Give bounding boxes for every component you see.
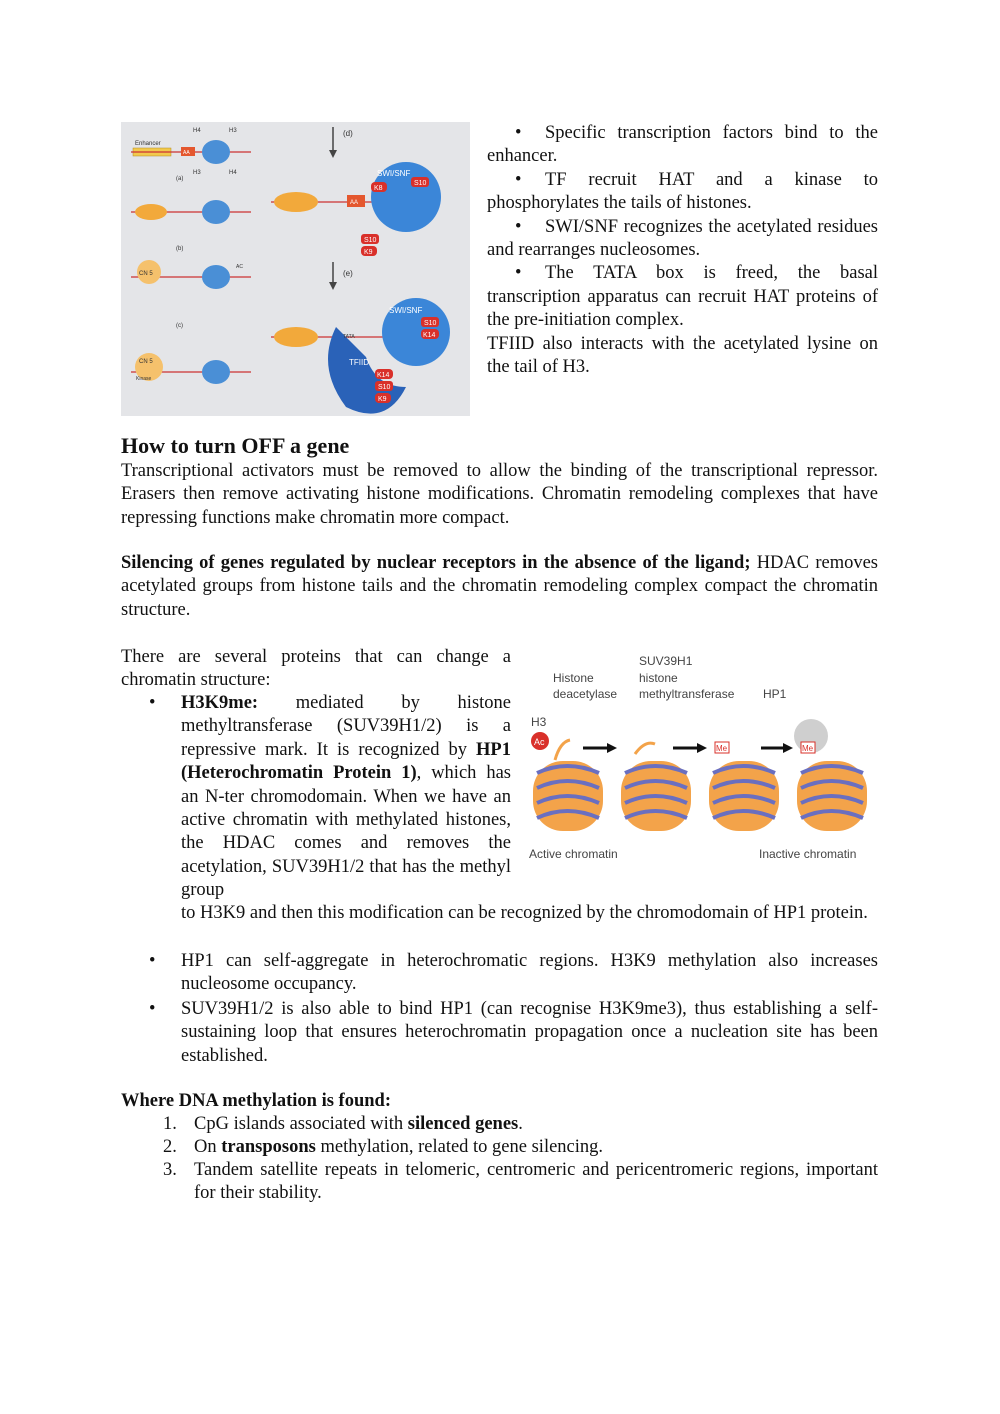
silencing-paragraph: Silencing of genes regulated by nuclear receptors in the absence of the ligand; HDAC removes acetylated groups from histone tails and the chromatin remodeling complex compact the chromatin structure. (121, 553, 878, 620)
list-item: • The TATA box is freed, the basal transcription apparatus can recruit HAT proteins of the pre-initiation complex. (487, 263, 878, 331)
tfiid-paragraph: TFIID also interacts with the acetylated lysine on the tail of H3. (487, 333, 878, 378)
svg-text:TATA: TATA (343, 334, 355, 340)
list-item: • Specific transcription factors bind to the enhancer. (487, 123, 878, 167)
svg-text:S10: S10 (378, 384, 391, 391)
list-item: 3. Tandem satellite repeats in telomeric, centromeric and pericentromeric regions, important for their stability. (163, 1160, 878, 1204)
list-item: 1. CpG islands associated with silenced genes. (163, 1114, 523, 1134)
svg-text:K8: K8 (374, 185, 383, 192)
list-item: 2. On transposons methylation, related to gene silencing. (163, 1137, 604, 1157)
svg-text:S10: S10 (364, 237, 377, 244)
list-item: • SWI/SNF recognizes the acetylated residues and rearranges nucleosomes. (487, 216, 878, 261)
section-heading-turn-off: How to turn OFF a gene (121, 433, 350, 458)
swisnf-label-top: SWI/SNF (377, 169, 411, 178)
me-mark-1: Me (716, 744, 728, 753)
enhancer-label: Enhancer (135, 141, 161, 147)
svg-text:AC: AC (236, 264, 243, 270)
svg-text:(c): (c) (176, 323, 183, 329)
list-item-continuation: to H3K9 and then this modification can be recognized by the chromodomain of HP1 protein. (181, 903, 868, 923)
svg-text:(b): (b) (176, 246, 184, 252)
svg-text:SUV39H1: SUV39H1 (639, 654, 693, 668)
inactive-chromatin-label: Inactive chromatin (759, 847, 857, 861)
h4-label: H4 (193, 128, 201, 134)
svg-text:K9: K9 (364, 249, 373, 256)
svg-text:H3: H3 (531, 715, 547, 729)
svg-text:H3: H3 (193, 170, 201, 176)
me-mark-2: Me (802, 744, 814, 753)
step-e-label: (e) (343, 269, 353, 278)
list-item: • H3K9me: mediated by histone methyltransferase (SUV39H1/2) is a repressive mark. It is recognized by HP1 (Heterochromatin Protein 1), which has an N-ter chromodomain. When we have an active chromatin with methylated histones, the HDAC comes and removes the acetylation, SUV39H1/2 that has the methyl group (149, 693, 511, 901)
svg-text:histone: histone (639, 671, 678, 685)
list-item: • HP1 can self-aggregate in heterochromatic regions. H3K9 methylation also increases nucleosome occupancy. (149, 951, 878, 995)
ac-mark: Ac (534, 737, 545, 747)
activation-steps-list (487, 122, 878, 379)
several-proteins-paragraph: There are several proteins that can change a chromatin structure: (121, 647, 511, 691)
dna-methylation-heading: Where DNA methylation is found: (121, 1091, 391, 1111)
svg-text:K14: K14 (423, 332, 436, 339)
svg-text:deacetylase: deacetylase (553, 687, 618, 701)
turn-off-paragraph: Transcriptional activators must be removed to allow the binding of the transcriptional repressor. Erasers then remove activating histone modifications. Chromatin remodeling complexes that have repressing functions make chromatin more compact. (121, 461, 878, 528)
chromatin-silencing-figure (525, 648, 880, 866)
svg-text:HP1: HP1 (763, 687, 787, 701)
list-item: • TF recruit HAT and a kinase to phosphorylates the tails of histones. (487, 169, 878, 214)
svg-text:AA: AA (350, 200, 359, 206)
svg-text:S10: S10 (414, 180, 427, 187)
active-chromatin-label: Active chromatin (529, 847, 618, 861)
gene-activation-figure (121, 122, 470, 416)
swisnf-label-bottom: SWI/SNF (389, 306, 423, 315)
tfiid-label: TFIID (349, 358, 369, 367)
svg-text:CN 5: CN 5 (139, 359, 153, 365)
list-item: • SUV39H1/2 is also able to bind HP1 (can recognise H3K9me3), thus establishing a self-sustaining loop that ensures heterochromatin propagation once a nucleation site has been established. (149, 999, 878, 1066)
svg-text:S10: S10 (424, 320, 437, 327)
svg-text:(a): (a) (176, 176, 184, 182)
svg-text:Histone: Histone (553, 671, 594, 685)
kinase-label: Kinase (136, 376, 152, 382)
aa-label: AA (183, 150, 190, 156)
svg-text:methyltransferase: methyltransferase (639, 687, 735, 701)
h3-label: H3 (229, 128, 237, 134)
step-d-label: (d) (343, 129, 353, 138)
svg-text:H4: H4 (229, 170, 237, 176)
cn5-label: CN 5 (139, 271, 153, 277)
svg-text:K9: K9 (378, 396, 387, 403)
svg-text:K14: K14 (377, 372, 390, 379)
